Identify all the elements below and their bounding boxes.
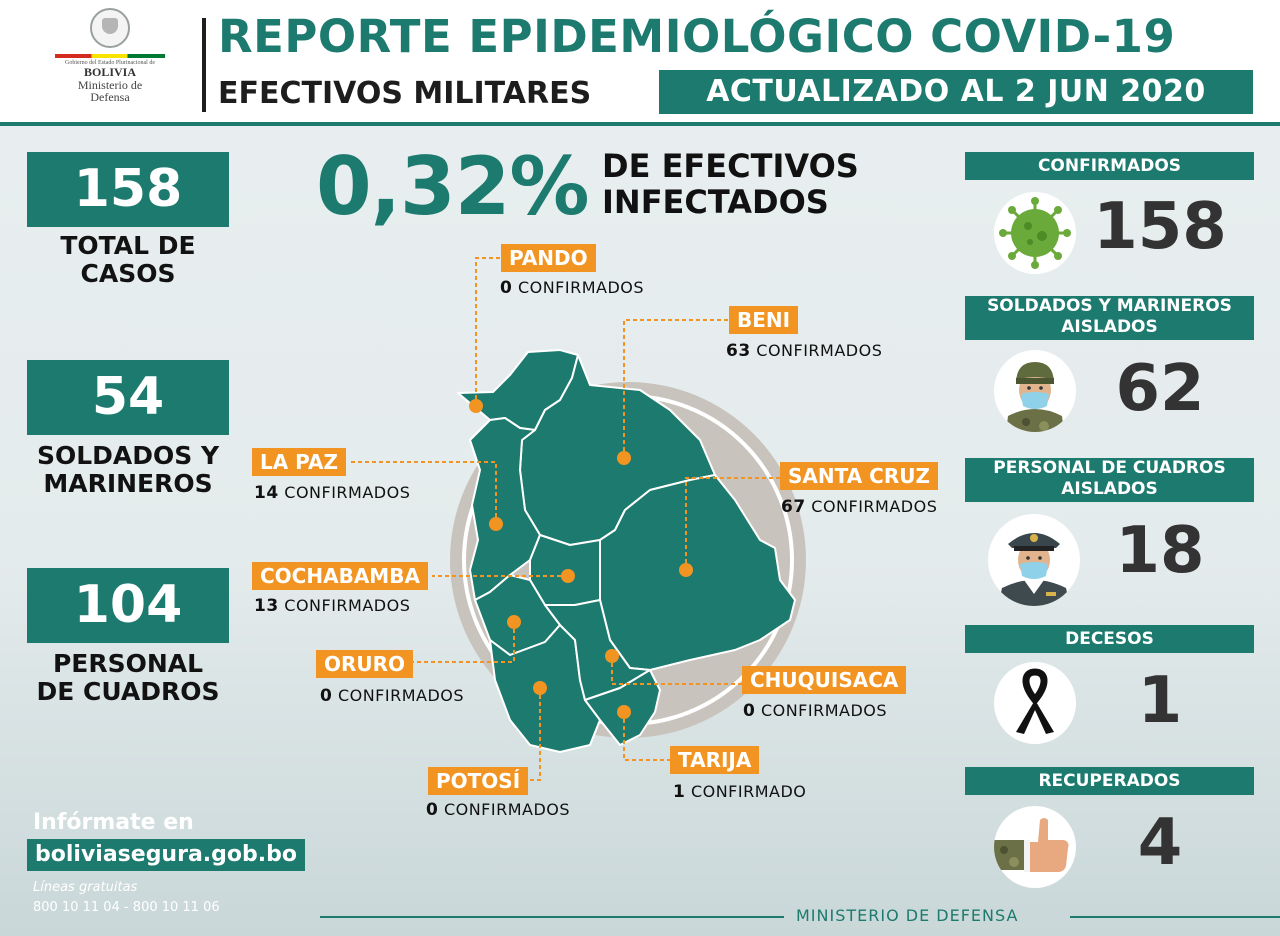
soldier-mask-icon: [994, 350, 1076, 432]
total-cases-label-line2: CASOS: [80, 259, 176, 288]
isolated-cadres-title-line2: AISLADOS: [1061, 479, 1158, 499]
info-heading: Infórmate en: [33, 810, 194, 835]
logo-defense-text: Defensa: [90, 90, 130, 104]
la-paz-count-number: 14: [254, 483, 279, 503]
cochabamba-count-suffix: CONFIRMADOS: [284, 596, 411, 615]
department-count-cochabamba: [254, 596, 410, 616]
total-cases-label-line1: TOTAL DE: [60, 231, 196, 260]
potosi-count-suffix: CONFIRMADOS: [443, 800, 571, 819]
pando-leader-line: [476, 258, 500, 406]
hotline-numbers: 800 10 11 04 - 800 10 11 06: [33, 900, 220, 915]
pando-count-number: 0: [500, 278, 513, 298]
la-paz-marker: [489, 517, 503, 531]
infection-percentage: 0,32%: [316, 140, 589, 233]
santa-cruz-count-suffix: CONFIRMADOS: [811, 497, 938, 516]
chuquisaca-count-suffix: CONFIRMADOS: [760, 701, 888, 720]
cadres-label-line1: PERSONAL: [52, 649, 204, 678]
department-tag-beni: BENI: [729, 306, 798, 334]
report-title: REPORTE EPIDEMIOLÓGICO COVID-19: [218, 10, 1176, 63]
department-count-santa-cruz: [781, 497, 937, 517]
pando-marker: [469, 399, 483, 413]
department-tag-cochabamba: COCHABAMBA: [252, 562, 428, 590]
beni-count-number: 63: [726, 341, 751, 361]
potosi-marker: [533, 681, 547, 695]
department-tag-la-paz: LA PAZ: [252, 448, 346, 476]
deaths-panel-title: DECESOS: [965, 625, 1254, 653]
tarija-count-number: 1: [673, 782, 686, 802]
total-cases-value: 158: [27, 152, 229, 227]
update-date-banner: ACTUALIZADO AL 2 JUN 2020: [659, 70, 1253, 114]
isolated-cadres-value: 18: [1115, 514, 1205, 588]
footer-ministry-name: MINISTERIO DE DEFENSA: [796, 906, 1019, 925]
officer-mask-icon: [988, 514, 1080, 606]
report-subtitle: EFECTIVOS MILITARES: [218, 76, 592, 111]
confirmed-value: 158: [1093, 190, 1227, 264]
logo-country-text: BOLIVIA: [83, 65, 136, 79]
thumbs-up-icon: [994, 806, 1076, 888]
pando-count-suffix: CONFIRMADOS: [517, 278, 645, 297]
department-tag-santa-cruz: SANTA CRUZ: [780, 462, 938, 490]
mourning-ribbon-icon: [994, 662, 1076, 744]
tarija-count-suffix: CONFIRMADO: [690, 782, 807, 801]
deaths-value: 1: [1137, 664, 1183, 738]
la-paz-count-suffix: CONFIRMADOS: [284, 483, 411, 502]
department-tag-oruro: ORURO: [316, 650, 413, 678]
cochabamba-marker: [561, 569, 575, 583]
logo-government-text: Gobierno del Estado Plurinacional de: [65, 60, 155, 66]
department-count-tarija: [673, 782, 806, 802]
logo-ministry-text: Ministerio de: [77, 78, 143, 92]
potosi-count-number: 0: [426, 800, 439, 820]
department-tag-potosi: POTOSÍ: [428, 767, 528, 795]
santa-cruz-count-number: 67: [781, 497, 806, 517]
isolated-soldiers-panel-title: [965, 296, 1254, 340]
tarija-marker: [617, 705, 631, 719]
isolated-soldiers-title-line1: SOLDADOS Y MARINEROS: [987, 296, 1232, 316]
confirmed-panel-title: CONFIRMADOS: [965, 152, 1254, 180]
cadres-label-line2: DE CUADROS: [36, 677, 220, 706]
footer-rule-left: [320, 916, 784, 918]
department-count-beni: [726, 341, 882, 361]
oruro-marker: [507, 615, 521, 629]
department-count-pando: [500, 278, 644, 298]
oruro-count-suffix: CONFIRMADOS: [337, 686, 465, 705]
beni-marker: [617, 451, 631, 465]
footer-rule-right: [1070, 916, 1280, 918]
recovered-panel-title: RECUPERADOS: [965, 767, 1254, 795]
department-tag-chuquisaca: CHUQUISACA: [742, 666, 906, 694]
hotline-title: Líneas gratuitas: [33, 880, 138, 895]
cadres-cases-value: 104: [27, 568, 229, 643]
oruro-count-number: 0: [320, 686, 333, 706]
santa-cruz-marker: [679, 563, 693, 577]
recovered-value: 4: [1137, 806, 1183, 880]
department-tag-tarija: TARIJA: [670, 746, 759, 774]
department-count-potosi: [426, 800, 570, 820]
chuquisaca-count-number: 0: [743, 701, 756, 721]
isolated-soldiers-value: 62: [1115, 352, 1205, 426]
department-count-chuquisaca: [743, 701, 887, 721]
isolated-soldiers-title-line2: AISLADOS: [1061, 317, 1158, 337]
soldiers-label-line1: SOLDADOS Y: [36, 441, 220, 470]
beni-count-suffix: CONFIRMADOS: [756, 341, 883, 360]
percentage-label-line2: INFECTADOS: [602, 183, 829, 221]
department-tag-pando: PANDO: [501, 244, 596, 272]
cochabamba-count-number: 13: [254, 596, 279, 616]
percentage-label-line1: DE EFECTIVOS: [602, 147, 859, 185]
isolated-cadres-title-line1: PERSONAL DE CUADROS: [993, 458, 1226, 478]
department-count-oruro: [320, 686, 464, 706]
chuquisaca-marker: [605, 649, 619, 663]
department-count-la-paz: [254, 483, 410, 503]
virus-icon: [994, 192, 1076, 274]
website-link[interactable]: boliviasegura.gob.bo: [27, 839, 305, 871]
soldiers-cases-value: 54: [27, 360, 229, 435]
soldiers-label-line2: MARINEROS: [43, 469, 213, 498]
isolated-cadres-panel-title: [965, 458, 1254, 502]
